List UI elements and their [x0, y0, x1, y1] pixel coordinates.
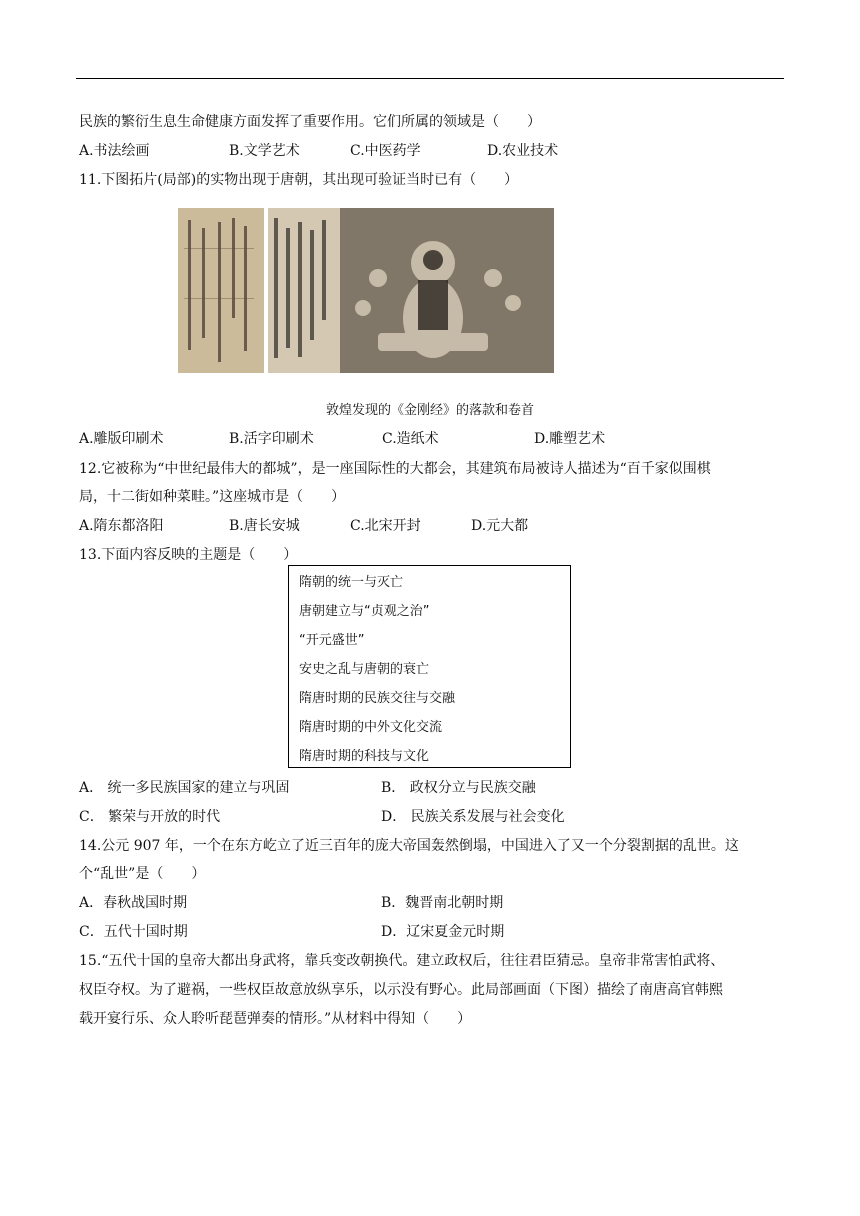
- q11-option-d: D.雕塑艺术: [534, 431, 606, 447]
- q10-stem: 民族的繁衍生息生命健康方面发挥了重要作用。它们所属的领域是（ ）: [79, 114, 541, 130]
- topic-item: 唐朝建立与“贞观之治”: [299, 604, 430, 619]
- q15-stem-line3: 载开宴行乐、众人聆听琵琶弹奏的情形。”从材料中得知（ ）: [79, 1011, 472, 1027]
- q11-option-a: A.雕版印刷术: [79, 431, 164, 447]
- q14-stem-line1: 14.公元 907 年，一个在东方屹立了近三百年的庞大帝国轰然倒塌，中国进入了又一个分裂割据的乱世。这: [79, 838, 739, 854]
- q13-option-c: C． 繁荣与开放的时代: [79, 809, 221, 825]
- q15-stem-line2: 权臣夺权。为了避祸，一些权臣故意放纵享乐，以示没有野心。此局部画面（下图）描绘了南唐高官韩熙: [79, 982, 723, 998]
- topic-item: 隋朝的统一与灭亡: [299, 575, 404, 590]
- topic-item: “开元盛世”: [299, 633, 365, 648]
- topic-item: 安史之乱与唐朝的衰亡: [299, 662, 430, 677]
- header-rule: [76, 78, 784, 79]
- topic-item: 隋唐时期的民族交往与交融: [299, 691, 456, 706]
- q12-option-a: A.隋东都洛阳: [79, 518, 164, 534]
- q11-option-c: C.造纸术: [382, 431, 439, 447]
- topic-item: 隋唐时期的中外文化交流: [299, 720, 443, 735]
- figure-caption: 敦煌发现的《金刚经》的落款和卷首: [325, 403, 534, 418]
- sutra-colophon-panel: [178, 208, 264, 373]
- q11-option-b: B.活字印刷术: [229, 431, 314, 447]
- q10-option-d: D.农业技术: [487, 143, 559, 159]
- q13-stem: 13.下面内容反映的主题是（ ）: [79, 547, 298, 563]
- q13-option-b: B． 政权分立与民族交融: [381, 780, 536, 796]
- q12-option-d: D.元大都: [471, 518, 529, 534]
- q14-stem-line2: 个“乱世”是（ ）: [79, 866, 206, 882]
- q15-stem-line1: 15.“五代十国的皇帝大都出身武将，靠兵变改朝换代。建立政权后，往往君臣猜忌。皇帝非常害怕武将、: [79, 953, 725, 969]
- q10-option-c: C.中医药学: [350, 143, 421, 159]
- q11-stem: 11.下图拓片(局部)的实物出现于唐朝，其出现可验证当时已有（ ）: [79, 172, 519, 188]
- q12-stem-line2: 局，十二街如种菜畦。”这座城市是（ ）: [79, 489, 346, 505]
- q10-option-a: A.书法绘画: [79, 143, 150, 159]
- q10-option-b: B.文学艺术: [229, 143, 300, 159]
- q12-option-b: B.唐长安城: [229, 518, 300, 534]
- q13-option-d: D． 民族关系发展与社会变化: [381, 809, 565, 825]
- q13-option-a: A． 统一多民族国家的建立与巩固: [79, 780, 290, 796]
- diamond-sutra-rubbing-image: [178, 208, 554, 373]
- topic-list-box: [288, 565, 571, 768]
- sutra-frontispiece-panel: [268, 208, 554, 373]
- topic-item: 隋唐时期的科技与文化: [299, 749, 430, 764]
- q12-option-c: C.北宋开封: [350, 518, 421, 534]
- q12-stem-line1: 12.它被称为“中世纪最伟大的都城”，是一座国际性的大都会，其建筑布局被诗人描述为“百千家似围棋: [79, 461, 711, 477]
- q14-option-b: B．魏晋南北朝时期: [381, 895, 504, 911]
- q14-option-d: D．辽宋夏金元时期: [381, 924, 505, 940]
- q14-option-a: A．春秋战国时期: [79, 895, 188, 911]
- q14-option-c: C．五代十国时期: [79, 924, 188, 940]
